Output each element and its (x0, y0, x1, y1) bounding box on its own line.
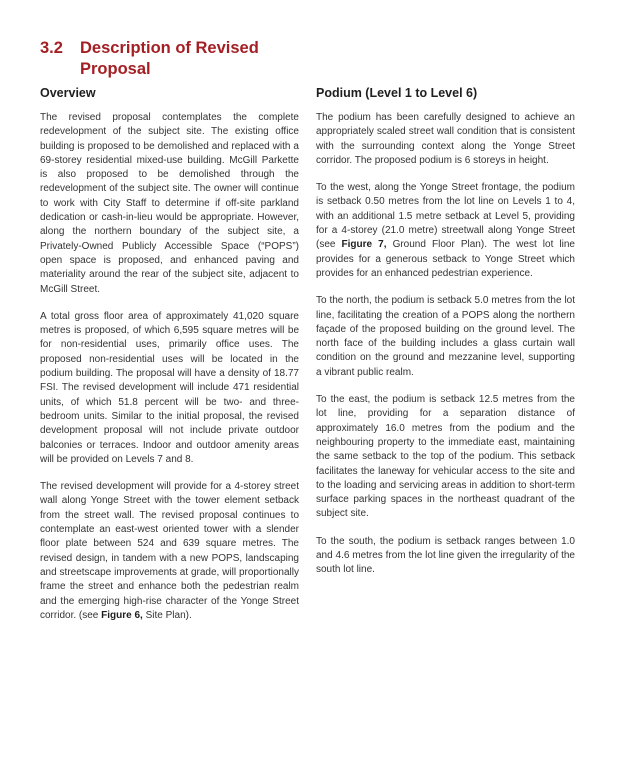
podium-paragraph-3: To the north, the podium is setback 5.0 metres from the lot line, facilitating the creation of a POPS along the northern façade of the proposed building on the ground level. The north face of the building includes a glass curtain wall condition on the ground and mezzanine level, supporting a vibrant public realm. (316, 295, 575, 378)
figure-7-reference: Figure 7, (341, 239, 387, 251)
overview-paragraph-3 (40, 480, 299, 623)
podium-paragraph-1: The podium has been carefully designed to achieve an appropriately scaled street wall condition that is consistent with the surrounding context along the Yonge Street corridor. The proposed podium is 6 storeys in height. (316, 112, 575, 166)
overview-heading: Overview (40, 86, 96, 100)
overview-paragraph-3-tail: Site Plan). (142, 609, 192, 621)
podium-paragraph-2 (316, 181, 575, 281)
overview-column (40, 84, 299, 636)
overview-paragraph-3-text: The revised development will provide for a 4-storey street wall along Yonge Street with the tower element setback from the street wall. The revised proposal continues to contemplate an east-west oriented tower with a slender floor plate between 524 and 639 square metres. The revised design, in tandem with a new POPS, landscaping and streetscape improvements at grade, will proportionally frame the street and enhance both the pedestrian realm and the emerging high-rise character of the Yonge Street corridor. (see (40, 481, 299, 621)
podium-paragraph-2-tail: Ground Floor Plan). The west lot line provides for a generous setback to Yonge Street which provides for an enhanced pedestrian experience. (316, 239, 575, 279)
section-title: Description of Revised Proposal (80, 39, 259, 78)
overview-paragraph-1: The revised proposal contemplates the complete redevelopment of the subject site. The existing office building is proposed to be demolished and replaced with a 69-storey residential mixed-use building. McGill Parkette is also proposed to be demolished through the redevelopment of the subject site. The owner will continue to work with City Staff to determine if off-site parkland dedication or cash-in-lieu would be appropriate. However, along the northern boundary of the subject site, a Privately-Owned Publicly Accessible Space (“POPS”) open space is proposed, and enhanced paving and materiality around the rear of the subject site, adjacent to McGill Street. (40, 112, 299, 295)
podium-paragraph-4: To the east, the podium is setback 12.5 metres from the lot line, providing for a separation distance of approximately 16.0 metres from the podium and the neighbouring property to the immediate east, maintaining the same setback to the top of the podium. This setback facilitates the laneway for vehicular access to the site and to the loading and servicing areas in addition to short-term surface parking spaces in the northeast quadrant of the subject site. (316, 394, 575, 520)
podium-paragraph-5: To the south, the podium is setback ranges between 1.0 and 4.6 metres from the lot line given the irregularity of the south lot line. (316, 535, 575, 576)
podium-heading: Podium (Level 1 to Level 6) (316, 86, 478, 100)
overview-paragraph-2: A total gross floor area of approximately 41,020 square metres is proposed, of which 6,595 square metres will be for non-residential uses, primarily office uses. The proposed non-residential uses will be located in the podium building. The proposal will have a density of 18.77 FSI. The revised development will include 471 residential units, of which 51.8 percent will be two- and three-bedroom units. Similar to the initial proposal, the revised development proposal will not include private outdoor balconies or terraces. Indoor and outdoor amenity areas will be provided on Levels 7 and 8. (40, 310, 299, 465)
section-number: 3.2 (40, 39, 63, 57)
podium-paragraph-2-text: To the west, along the Yonge Street frontage, the podium is setback 0.50 metres from the lot line on Levels 1 to 4, with an additional 1.5 metre setback at Level 5, providing for a 4-storey (21.0 metre) streetwall along Yonge Street (see (316, 182, 575, 251)
figure-6-reference: Figure 6, (101, 609, 143, 621)
podium-column (316, 84, 575, 591)
section-heading (40, 38, 310, 80)
